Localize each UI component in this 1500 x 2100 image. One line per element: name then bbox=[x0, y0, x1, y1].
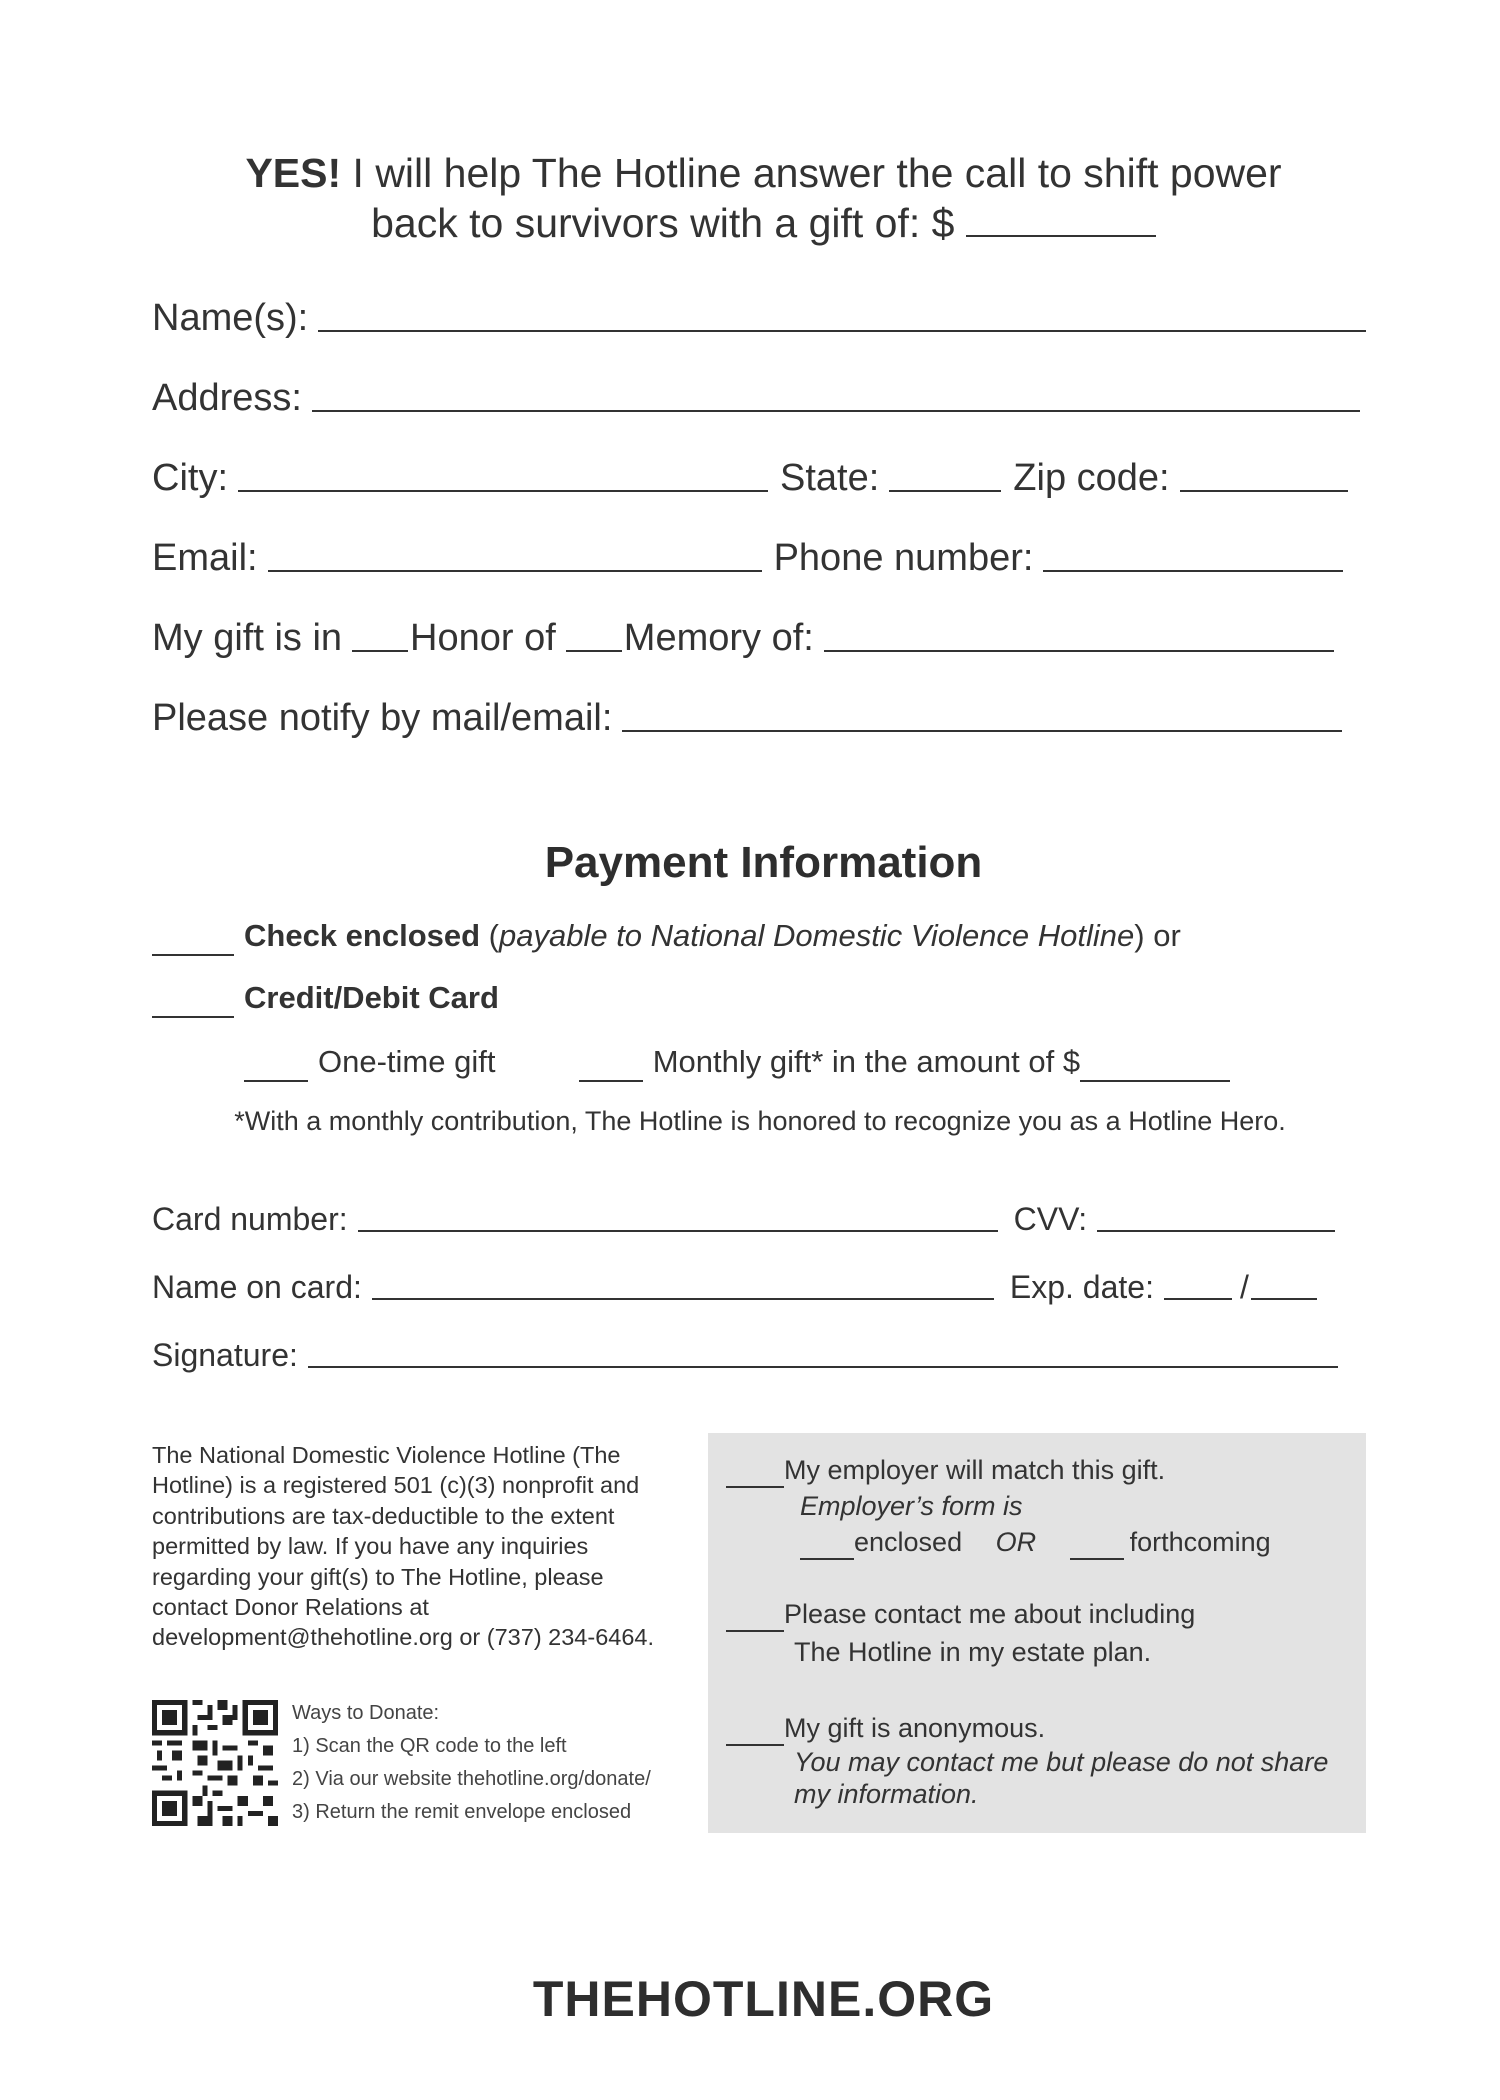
tribute-name-field[interactable] bbox=[824, 650, 1334, 652]
email-label: Email: bbox=[152, 537, 258, 579]
payment-title: Payment Information bbox=[544, 838, 983, 887]
ways-item-envelope: 3) Return the remit envelope enclosed bbox=[292, 1801, 632, 1823]
employer-match-check[interactable] bbox=[726, 1455, 784, 1488]
signature-field[interactable] bbox=[308, 1366, 1338, 1368]
frequency-row bbox=[244, 1044, 1230, 1082]
ways-item-qr: 1) Scan the QR code to the left bbox=[292, 1735, 567, 1757]
qr-code[interactable] bbox=[152, 1700, 278, 1826]
cvv-field[interactable] bbox=[1097, 1230, 1335, 1232]
form-enclosed-label: enclosed bbox=[854, 1527, 963, 1557]
address-label: Address: bbox=[152, 377, 302, 419]
phone-field[interactable] bbox=[1043, 570, 1343, 572]
card-row bbox=[152, 980, 499, 1018]
donation-intro bbox=[150, 148, 1377, 248]
state-field[interactable] bbox=[889, 490, 1001, 492]
ways-title: Ways to Donate: bbox=[292, 1702, 440, 1724]
email-field[interactable] bbox=[268, 570, 762, 572]
honor-check[interactable] bbox=[352, 650, 408, 652]
monthly-check[interactable] bbox=[579, 1044, 643, 1082]
honor-label: Honor of bbox=[410, 617, 556, 659]
check-paren-close: ) or bbox=[1134, 918, 1181, 953]
anonymous-note-1: You may contact me but please do not share bbox=[794, 1747, 1329, 1777]
exp-label: Exp. date: bbox=[1009, 1269, 1154, 1305]
cvv-label: CVV: bbox=[1013, 1201, 1088, 1237]
anonymous-check[interactable] bbox=[726, 1713, 784, 1746]
yes-text: YES! bbox=[245, 150, 342, 196]
card-number-field[interactable] bbox=[358, 1230, 998, 1232]
city-field[interactable] bbox=[238, 490, 768, 492]
gift-in-label: My gift is in bbox=[152, 617, 343, 659]
card-number-row bbox=[152, 1198, 1335, 1238]
employer-row bbox=[726, 1455, 1165, 1488]
options-panel bbox=[708, 1433, 1366, 1833]
city-label: City: bbox=[152, 457, 228, 499]
anonymous-label: My gift is anonymous. bbox=[784, 1713, 1046, 1743]
one-time-label: One-time gift bbox=[318, 1044, 496, 1079]
check-paren-open: ( bbox=[480, 918, 499, 953]
form-forthcoming-label: forthcoming bbox=[1129, 1527, 1271, 1557]
check-enclosed-check[interactable] bbox=[152, 918, 234, 956]
card-name-row bbox=[152, 1266, 1317, 1306]
monthly-label: Monthly gift* in the amount of $ bbox=[652, 1044, 1081, 1079]
zip-label: Zip code: bbox=[1013, 457, 1170, 499]
anonymous-note-2: my information. bbox=[794, 1779, 979, 1809]
exp-separator: / bbox=[1239, 1269, 1249, 1305]
estate-plan-check[interactable] bbox=[726, 1599, 784, 1632]
signature-row bbox=[152, 1334, 1338, 1374]
gift-amount-field[interactable] bbox=[966, 235, 1156, 237]
check-label: Check enclosed bbox=[244, 918, 481, 953]
intro-line-2: back to survivors with a gift of: $ bbox=[371, 200, 955, 246]
card-number-label: Card number: bbox=[152, 1201, 348, 1237]
check-payable-text: payable to National Domestic Violence Hotline bbox=[498, 918, 1135, 953]
employer-form-row bbox=[800, 1527, 1271, 1560]
notify-row bbox=[152, 694, 1342, 740]
card-label: Credit/Debit Card bbox=[244, 980, 499, 1015]
monthly-amount-field[interactable] bbox=[1080, 1044, 1230, 1082]
email-row bbox=[152, 534, 1343, 580]
form-enclosed-check[interactable] bbox=[800, 1527, 854, 1560]
state-label: State: bbox=[780, 457, 880, 499]
form-forthcoming-check[interactable] bbox=[1070, 1527, 1124, 1560]
or-text: OR bbox=[995, 1527, 1037, 1557]
employer-label: My employer will match this gift. bbox=[784, 1455, 1166, 1485]
notify-field[interactable] bbox=[622, 730, 1342, 732]
legal-text: The National Domestic Violence Hotline (The Hotline) is a registered 501 (c)(3) nonprofit and contributions are tax-deductible to the extent permitted by law. If you have any inquiries regarding your gift(s) to The Hotline, please contact Donor Relations at development@thehotline.org or (737) 234-6464. bbox=[152, 1442, 655, 1651]
names-field[interactable] bbox=[318, 330, 1366, 332]
zip-field[interactable] bbox=[1180, 490, 1348, 492]
notify-label: Please notify by mail/email: bbox=[152, 697, 613, 739]
one-time-check[interactable] bbox=[244, 1044, 308, 1082]
anonymous-row bbox=[726, 1713, 1045, 1746]
intro-line-1: I will help The Hotline answer the call to shift power bbox=[341, 150, 1282, 196]
exp-month-field[interactable] bbox=[1164, 1298, 1232, 1300]
credit-card-check[interactable] bbox=[152, 980, 234, 1018]
card-name-label: Name on card: bbox=[152, 1269, 362, 1305]
city-row bbox=[152, 454, 1348, 500]
hotline-hero-note: *With a monthly contribution, The Hotline is honored to recognize you as a Hotline Hero. bbox=[234, 1106, 1286, 1136]
ways-item-website[interactable]: 2) Via our website thehotline.org/donate/ bbox=[292, 1768, 651, 1790]
ways-to-donate bbox=[292, 1697, 651, 1829]
address-field[interactable] bbox=[312, 410, 1360, 412]
card-name-field[interactable] bbox=[372, 1298, 994, 1300]
memory-label: Memory of: bbox=[623, 617, 814, 659]
estate-label-2: The Hotline in my estate plan. bbox=[794, 1637, 1152, 1667]
names-row bbox=[152, 294, 1366, 340]
tribute-row bbox=[152, 614, 1334, 660]
exp-year-field[interactable] bbox=[1251, 1298, 1317, 1300]
names-label: Name(s): bbox=[152, 297, 309, 339]
estate-label: Please contact me about including bbox=[784, 1599, 1196, 1629]
employer-form-label: Employer’s form is bbox=[800, 1491, 1023, 1521]
memory-check[interactable] bbox=[566, 650, 622, 652]
website-footer: THEHOTLINE.ORG bbox=[532, 1971, 995, 2027]
phone-label: Phone number: bbox=[773, 537, 1034, 579]
estate-row bbox=[726, 1599, 1195, 1632]
signature-label: Signature: bbox=[152, 1337, 298, 1373]
address-row bbox=[152, 374, 1360, 420]
check-row bbox=[152, 918, 1181, 956]
